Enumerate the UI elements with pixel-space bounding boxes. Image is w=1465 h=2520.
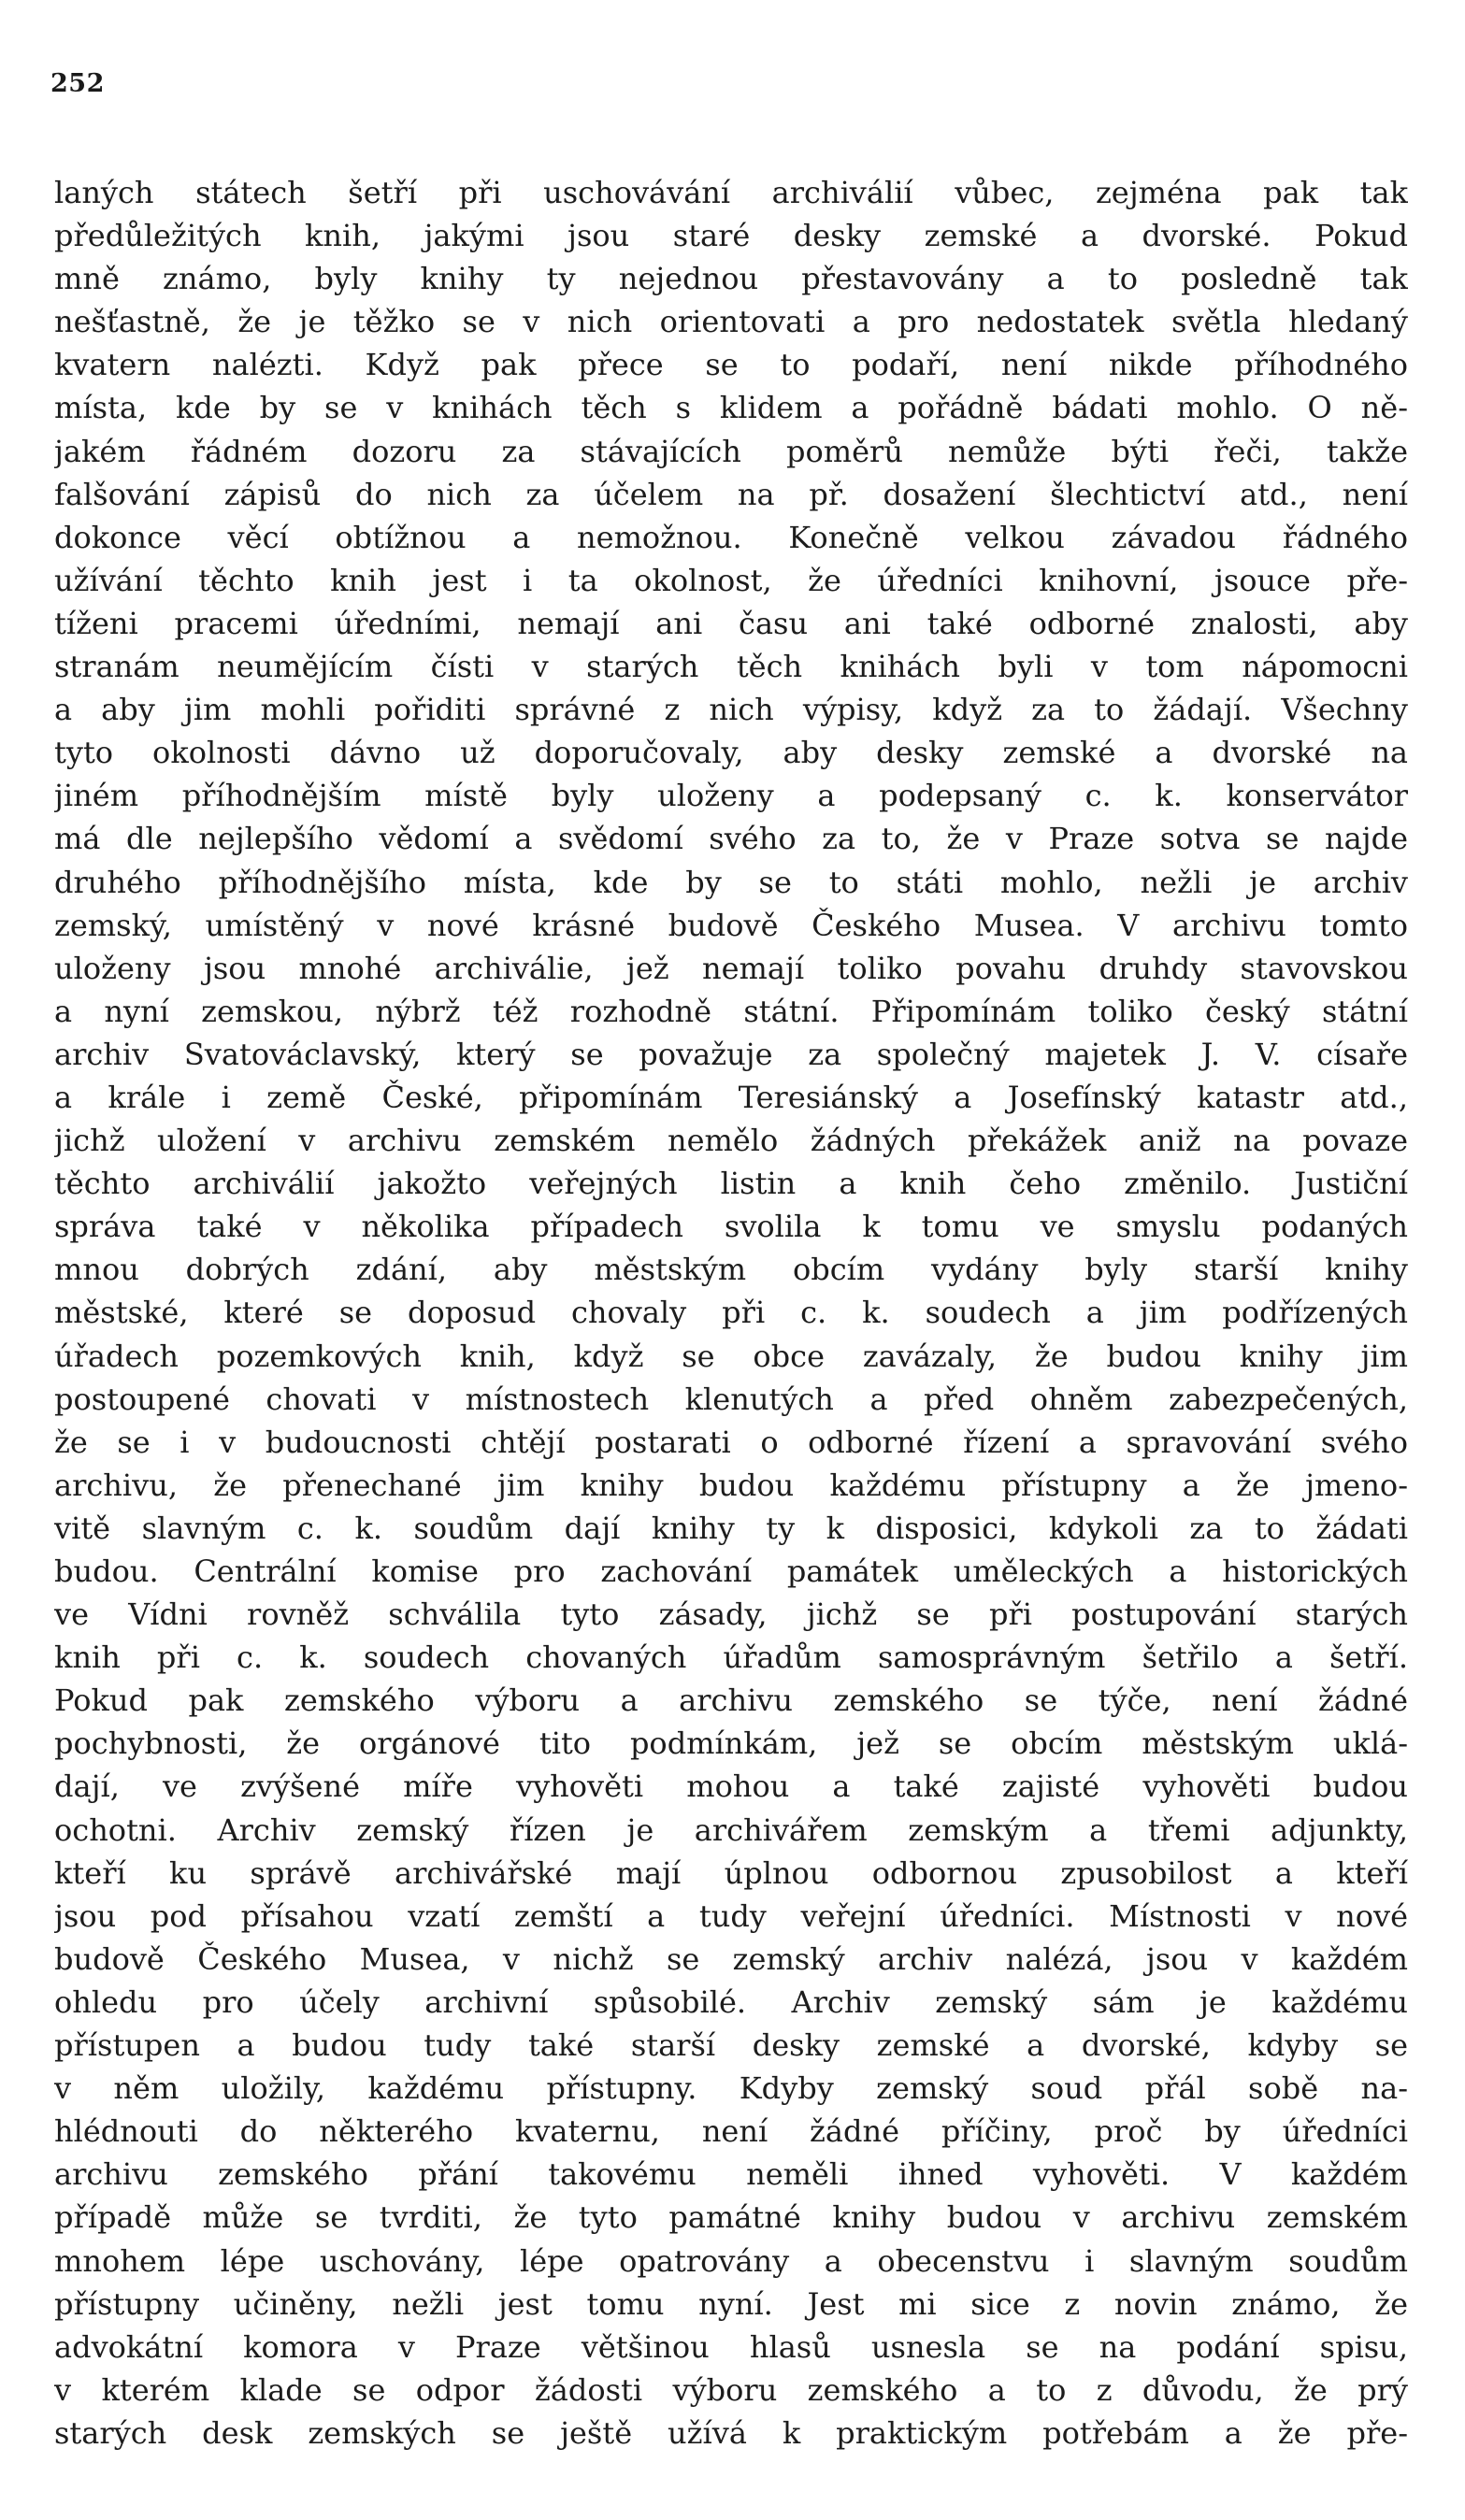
text-line: budou. Centrální komise pro zachování památek uměleckých a historických [54,1554,1408,1589]
text-line: dají, ve zvýšené míře vyhověti mohou a také zajisté vyhověti budou [54,1768,1408,1805]
text-line: případě může se tvrditi, že tyto památné knihy budou v archivu zemském [54,2199,1408,2236]
text-line: mně známo, byly knihy ty nejednou přestavovány a to posledně tak [54,261,1408,297]
text-line: správa také v několika případech svolila k tomu ve smyslu podaných [54,1209,1408,1245]
text-line: pochybnosti, že orgánové tito podmínkám, jež se obcím městským uklá- [54,1725,1408,1762]
text-line: dokonce věcí obtížnou a nemožnou. Konečně velkou závadou řádného [54,519,1408,555]
page-number: 252 [50,69,105,98]
text-line: v něm uložily, každému přístupny. Kdyby zemský soud přál sobě na- [54,2070,1408,2107]
text-line: uloženy jsou mnohé archiválie, jež nemají toliko povahu druhdy stavovskou [54,950,1408,986]
text-line: a krále i země České, připomínám Teresiánský a Josefínský katastr atd., [54,1079,1408,1115]
text-line: budově Českého Musea, v nichž se zemský archiv nalézá, jsou v každém [54,1940,1408,1977]
text-line: laných státech šetří při uschovávání archiválií vůbec, zejména pak tak [54,175,1408,210]
text-line: tíženi pracemi úředními, nemají ani času ani také odborné znalosti, aby [54,605,1408,641]
text-line: archiv Svatováclavský, který se považuje za společný majetek J. V. císaře [54,1036,1408,1072]
text-line: Pokud pak zemského výboru a archivu zemského se týče, není žádné [54,1682,1408,1719]
text-line: knih při c. k. soudech chovaných úřadům samosprávným šetřilo a šetří. [54,1639,1408,1676]
text-line: a nyní zemskou, nýbrž též rozhodně státní. Připomínám toliko český státní [54,993,1408,1029]
text-line: stranám neumějícím čísti v starých těch knihách byli v tom nápomocni [54,649,1408,685]
text-line: místa, kde by se v knihách těch s klidem a pořádně bádati mohlo. O ně- [54,390,1408,426]
text-line: a aby jim mohli pořiditi správné z nich výpisy, když za to žádají. Všechny [54,692,1408,728]
text-line: úřadech pozemkových knih, když se obce zavázaly, že budou knihy jim [54,1338,1408,1374]
text-line: ve Vídni rovněž schválila tyto zásady, jichž se při postupování starých [54,1596,1408,1633]
text-line: falšování zápisů do nich za účelem na př. dosažení šlechtictví atd., není [54,476,1408,512]
text-line: jsou pod přísahou vzatí zemští a tudy veřejní úředníci. Místnosti v nové [54,1897,1408,1934]
body-text [54,171,1408,2455]
text-line: hlédnouti do některého kvaternu, není žádné příčiny, proč by úředníci [54,2113,1408,2150]
text-line: že se i v budoucnosti chtějí postarati o odborné řízení a spravování svého [54,1424,1408,1460]
text-line: užívání těchto knih jest i ta okolnost, že úředníci knihovní, jsouce pře- [54,562,1408,598]
text-line: v kterém klade se odpor žádosti výboru zemského a to z důvodu, že prý [54,2371,1408,2408]
text-line: těchto archiválií jakožto veřejných listin a knih čeho změnilo. Justiční [54,1166,1408,1202]
text-line: má dle nejlepšího vědomí a svědomí svého za to, že v Praze sotva se najde [54,821,1408,857]
text-line: nešťastně, že je těžko se v nich orientovati a pro nedostatek světla hledaný [54,304,1408,340]
text-line: mnohem lépe uschovány, lépe opatrovány a obecenstvu i slavným soudům [54,2242,1408,2279]
text-line: přístupny učiněny, nežli jest tomu nyní. Jest mi sice z novin známo, že [54,2285,1408,2322]
text-line: přístupen a budou tudy také starší desky zemské a dvorské, kdyby se [54,2027,1408,2064]
text-line: ochotni. Archiv zemský řízen je archivářem zemským a třemi adjunkty, [54,1811,1408,1848]
text-line: zemský, umístěný v nové krásné budově Českého Musea. V archivu tomto [54,907,1408,943]
text-line: advokátní komora v Praze většinou hlasů usnesla se na podání spisu, [54,2328,1408,2365]
text-line: ohledu pro účely archivní spůsobilé. Archiv zemský sám je každému [54,1983,1408,2020]
text-line: jichž uložení v archivu zemském nemělo žádných překážek aniž na povaze [54,1123,1408,1159]
text-line: kvatern nalézti. Když pak přece se to podaří, není nikde příhodného [54,347,1408,383]
text-line: jiném příhodnějším místě byly uloženy a podepsaný c. k. konservátor [54,778,1408,814]
text-line: městské, které se doposud chovaly při c. k. soudech a jim podřízených [54,1295,1408,1331]
text-line: postoupené chovati v místnostech klenutých a před ohněm zabezpečených, [54,1381,1408,1417]
text-line: tyto okolnosti dávno už doporučovaly, aby desky zemské a dvorské na [54,735,1408,771]
text-line: kteří ku správě archivářské mají úplnou odbornou zpusobilost a kteří [54,1854,1408,1891]
text-line: předůležitých knih, jakými jsou staré desky zemské a dvorské. Pokud [54,218,1408,254]
text-line: jakém řádném dozoru za stávajících poměrů nemůže býti řeči, takže [54,433,1408,469]
text-line: mnou dobrých zdání, aby městským obcím vydány byly starší knihy [54,1252,1408,1288]
text-line: starých desk zemských se ještě užívá k praktickým potřebám a že pře- [54,2414,1408,2451]
text-line: archivu, že přenechané jim knihy budou každému přístupny a že jmeno- [54,1467,1408,1503]
text-line: druhého příhodnějšího místa, kde by se to státi mohlo, nežli je archiv [54,864,1408,900]
text-line: archivu zemského přání takovému neměli ihned vyhověti. V každém [54,2156,1408,2193]
text-line: vitě slavným c. k. soudům dají knihy ty k disposici, kdykoli za to žádati [54,1510,1408,1546]
